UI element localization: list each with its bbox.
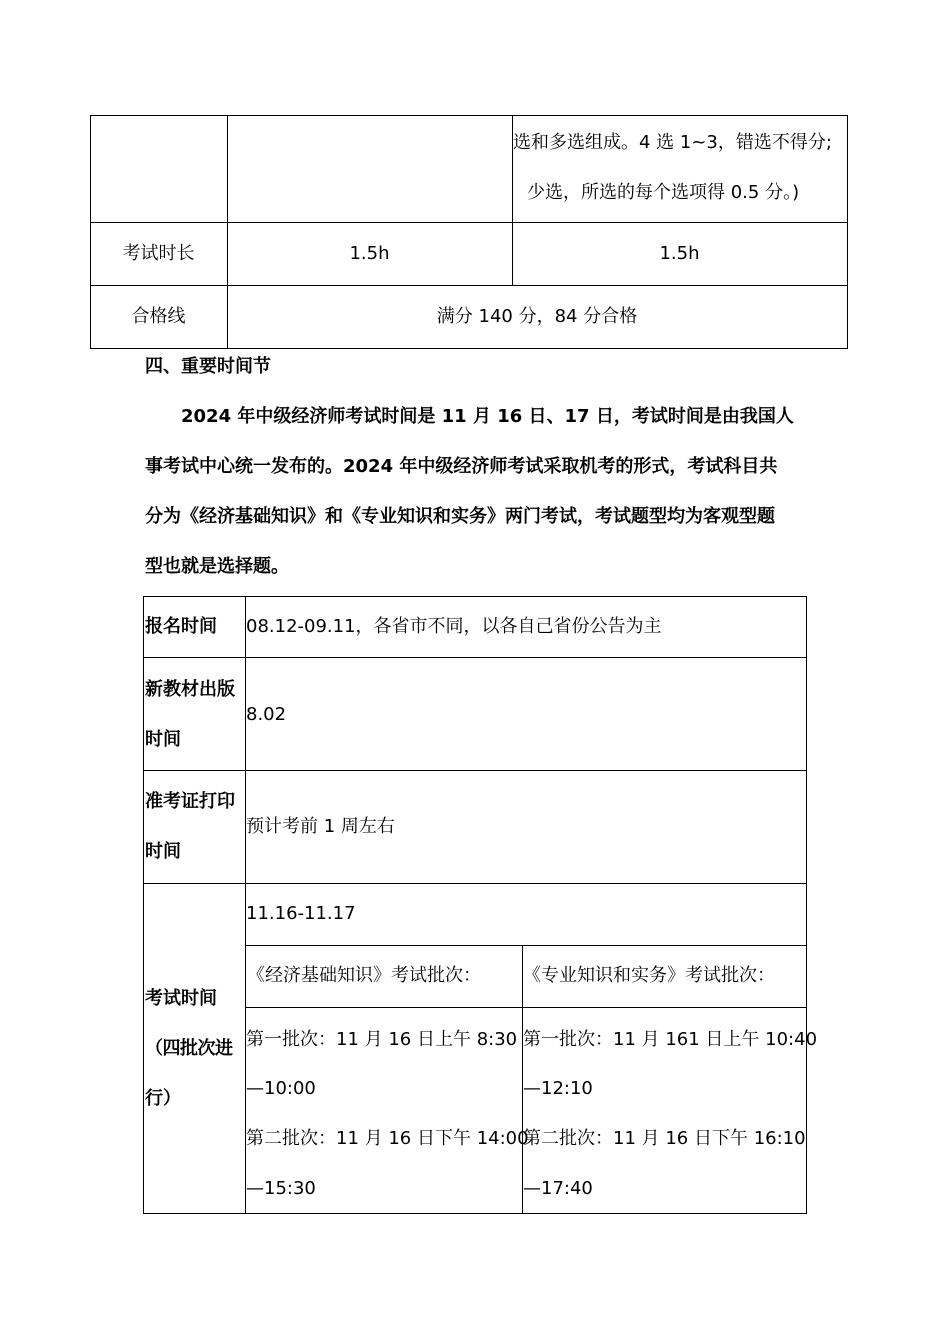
table-border — [90, 115, 848, 116]
basic-batch-line: —10:00 — [246, 1078, 316, 1099]
table-border — [143, 657, 807, 658]
professional-batch-line: 第二批次：11 月 16 日下午 16:10 — [523, 1128, 806, 1149]
registration-label: 报名时间 — [145, 616, 217, 637]
professional-batch-line: —17:40 — [523, 1178, 593, 1199]
exam-label-line1: 考试时间 — [145, 988, 217, 1009]
registration-value: 08.12-09.11，各省市不同，以各自己省份公告为主 — [246, 616, 662, 637]
paragraph-line: 分为《经济基础知识》和《专业知识和实务》两门考试，考试题型均为客观型题 — [145, 506, 775, 527]
paragraph-line: 型也就是选择题。 — [145, 556, 289, 577]
table-border — [143, 596, 144, 1214]
professional-batch-line: —12:10 — [523, 1078, 593, 1099]
duration-value-1: 1.5h — [349, 243, 390, 264]
table-border — [143, 770, 807, 771]
ticket-label-line2: 时间 — [145, 841, 181, 862]
question-type-note-line2: 少选，所选的每个选项得 0.5 分。) — [527, 182, 800, 203]
section-heading: 四、重要时间节 — [145, 356, 271, 377]
pass-line-label: 合格线 — [131, 306, 186, 327]
duration-label: 考试时长 — [122, 243, 195, 264]
ticket-value: 预计考前 1 周左右 — [246, 816, 395, 837]
table-border — [245, 945, 807, 946]
ticket-label-line1: 准考证打印 — [145, 791, 235, 812]
exam-label-line2: （四批次进 — [145, 1038, 233, 1059]
basic-batch-line: 第二批次：11 月 16 日下午 14:00 — [246, 1128, 529, 1149]
basic-batch-line: —15:30 — [246, 1178, 316, 1199]
textbook-label-line1: 新教材出版 — [145, 679, 235, 700]
table-border — [90, 285, 848, 286]
textbook-value: 8.02 — [246, 704, 287, 725]
textbook-label-line2: 时间 — [145, 729, 181, 750]
exam-label-line3: 行） — [145, 1088, 181, 1109]
basic-knowledge-header: 《经济基础知识》考试批次： — [247, 965, 481, 986]
paragraph-line: 事考试中心统一发布的。2024 年中级经济师考试采取机考的形式，考试科目共 — [145, 456, 778, 477]
table-border — [245, 1007, 807, 1008]
paragraph-line: 2024 年中级经济师考试时间是 11 月 16 日、17 日，考试时间是由我国人 — [181, 406, 794, 427]
professional-batch-line: 第一批次：11 月 161 日上午 10:40 — [523, 1029, 818, 1050]
professional-knowledge-header: 《专业知识和实务》考试批次： — [523, 965, 775, 986]
table-border — [143, 596, 807, 597]
pass-line-value: 满分 140 分，84 分合格 — [436, 306, 638, 327]
basic-batch-line: 第一批次：11 月 16 日上午 8:30 — [246, 1029, 518, 1050]
exam-date-range: 11.16-11.17 — [246, 903, 356, 924]
question-type-note-line1: 选和多选组成。4 选 1~3，错选不得分; — [513, 132, 832, 153]
table-border — [90, 222, 848, 223]
duration-value-2: 1.5h — [659, 243, 700, 264]
table-border — [143, 883, 807, 884]
